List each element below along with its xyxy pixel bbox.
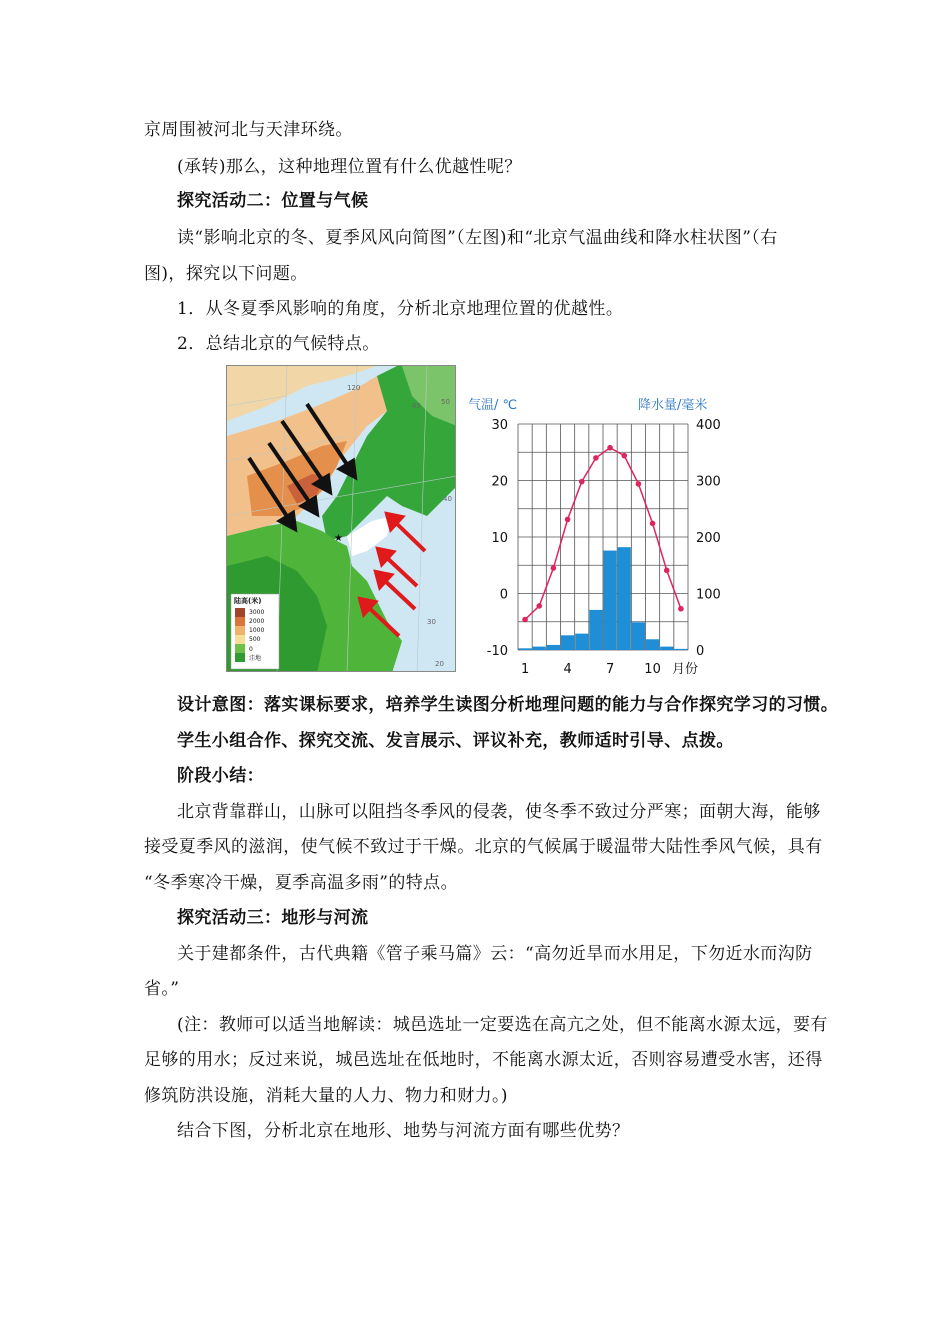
legend-lowland: 洼地 (249, 655, 262, 662)
temperature-point (593, 455, 599, 461)
summary-line2: 接受夏季风的滋润，使气候不致过于干燥。北京的气候属于暖温带大陆性季风气候，具有 (144, 837, 823, 857)
right-tick-label: 100 (696, 587, 721, 603)
summary-line1: 北京背靠群山，山脉可以阻挡冬季风的侵袭，使冬季不致过分严寒；面朝大海，能够 (177, 802, 821, 822)
legend-500: 500 (249, 636, 261, 643)
left-tick-label: 10 (491, 531, 508, 546)
precipitation-bar (589, 610, 602, 650)
temperature-point (607, 445, 613, 451)
temperature-point (636, 481, 642, 487)
map-label-120: 120 (347, 384, 361, 392)
precipitation-bar (533, 647, 546, 650)
x-tick-label: 10 (644, 662, 661, 677)
left-tick-label: 30 (491, 418, 508, 433)
monsoon-wind-map (226, 365, 456, 672)
legend-3000: 3000 (249, 609, 265, 616)
left-tick-label: 0 (499, 587, 508, 603)
question-two: 2．总结北京的气候特点。 (177, 334, 380, 354)
activity-three-heading: 探究活动三：地形与河流 (177, 908, 369, 928)
precipitation-bar (604, 551, 617, 650)
legend-title: 陆高(米) (234, 597, 262, 605)
x-tick-label: 4 (563, 662, 572, 677)
temperature-point (536, 603, 542, 609)
x-tick-label: 1 (520, 662, 530, 677)
temperature-point (664, 568, 670, 574)
x-axis-label: 月份 (672, 662, 699, 677)
map-label-20: 20 (435, 660, 444, 668)
map-label-30: 30 (427, 618, 436, 626)
precipitation-bar (618, 547, 631, 650)
right-tick-label: 0 (696, 644, 705, 659)
temperature-point (579, 479, 585, 485)
right-tick-label: 200 (696, 531, 721, 546)
left-tick-label: 20 (491, 474, 508, 490)
reading-instruction-line2: 图)，探究以下问题。 (144, 264, 308, 284)
transition-question: (承转)那么，这种地理位置有什么优越性呢？ (177, 157, 522, 177)
precipitation-bar (561, 635, 574, 650)
map-label-40: 40 (443, 495, 452, 503)
legend-0: 0 (249, 646, 253, 653)
classic-quote-line1: 关于建都条件，古代典籍《管子乘马篇》云：“高勿近旱而水用足，下勿近水而沟防 (177, 944, 813, 964)
precipitation-bar (674, 649, 687, 650)
elevation-legend (231, 594, 279, 669)
precipitation-bar (646, 639, 659, 650)
temperature-point (565, 517, 571, 523)
map-label-45: 45 (412, 402, 421, 410)
temperature-point (650, 521, 656, 527)
right-axis-label: 降水量/毫米 (638, 398, 708, 413)
paragraph-continuation: 京周围被河北与天津环绕。 (144, 120, 353, 140)
precipitation-bar (547, 645, 560, 650)
precipitation-bar (575, 634, 588, 650)
beijing-climate-chart (462, 392, 742, 682)
final-question: 结合下图，分析北京在地形、地势与河流方面有哪些优势？ (177, 1121, 630, 1141)
teacher-note-line2: 足够的用水；反过来说，城邑选址在低地时，不能离水源太近，否则容易遭受水害，还得 (144, 1050, 823, 1070)
teacher-note-line1: (注：教师可以适当地解读：城邑选址一定要选在高亢之处，但不能离水源太远，要有 (177, 1015, 828, 1035)
precipitation-bar (519, 648, 532, 650)
temperature-point (678, 606, 684, 612)
summary-line3: “冬季寒冷干燥，夏季高温多雨”的特点。 (144, 873, 458, 893)
question-one: 1．从冬夏季风影响的角度，分析北京地理位置的优越性。 (177, 299, 624, 319)
classic-quote-line2: 省。” (144, 979, 180, 999)
precipitation-bar (632, 622, 645, 650)
right-tick-label: 300 (696, 474, 721, 490)
legend-1000: 1000 (249, 627, 265, 634)
left-tick-label: -10 (486, 644, 508, 659)
precipitation-bar (660, 647, 673, 650)
legend-2000: 2000 (249, 618, 265, 625)
left-axis-label: 气温/ ℃ (468, 398, 518, 413)
right-tick-label: 400 (696, 418, 721, 433)
x-tick-label: 7 (605, 662, 615, 677)
map-label-50: 50 (441, 398, 450, 406)
temperature-point (551, 565, 557, 571)
reading-instruction-line1: 读“影响北京的冬、夏季风风向简图”（左图)和“北京气温曲线和降水柱状图”（右 (177, 228, 778, 248)
design-intent: 设计意图：落实课标要求，培养学生读图分析地理问题的能力与合作探究学习的习惯。 (177, 695, 839, 715)
temperature-point (621, 453, 627, 459)
teacher-note-line3: 修筑防洪设施，消耗大量的人力、物力和财力。) (144, 1086, 508, 1106)
group-cooperation: 学生小组合作、探究交流、发言展示、评议补充，教师适时引导、点拨。 (177, 731, 734, 751)
activity-two-heading: 探究活动二：位置与气候 (177, 191, 369, 211)
beijing-marker: ★ (334, 533, 343, 544)
temperature-point (522, 617, 528, 623)
stage-summary-heading: 阶段小结： (177, 766, 264, 786)
